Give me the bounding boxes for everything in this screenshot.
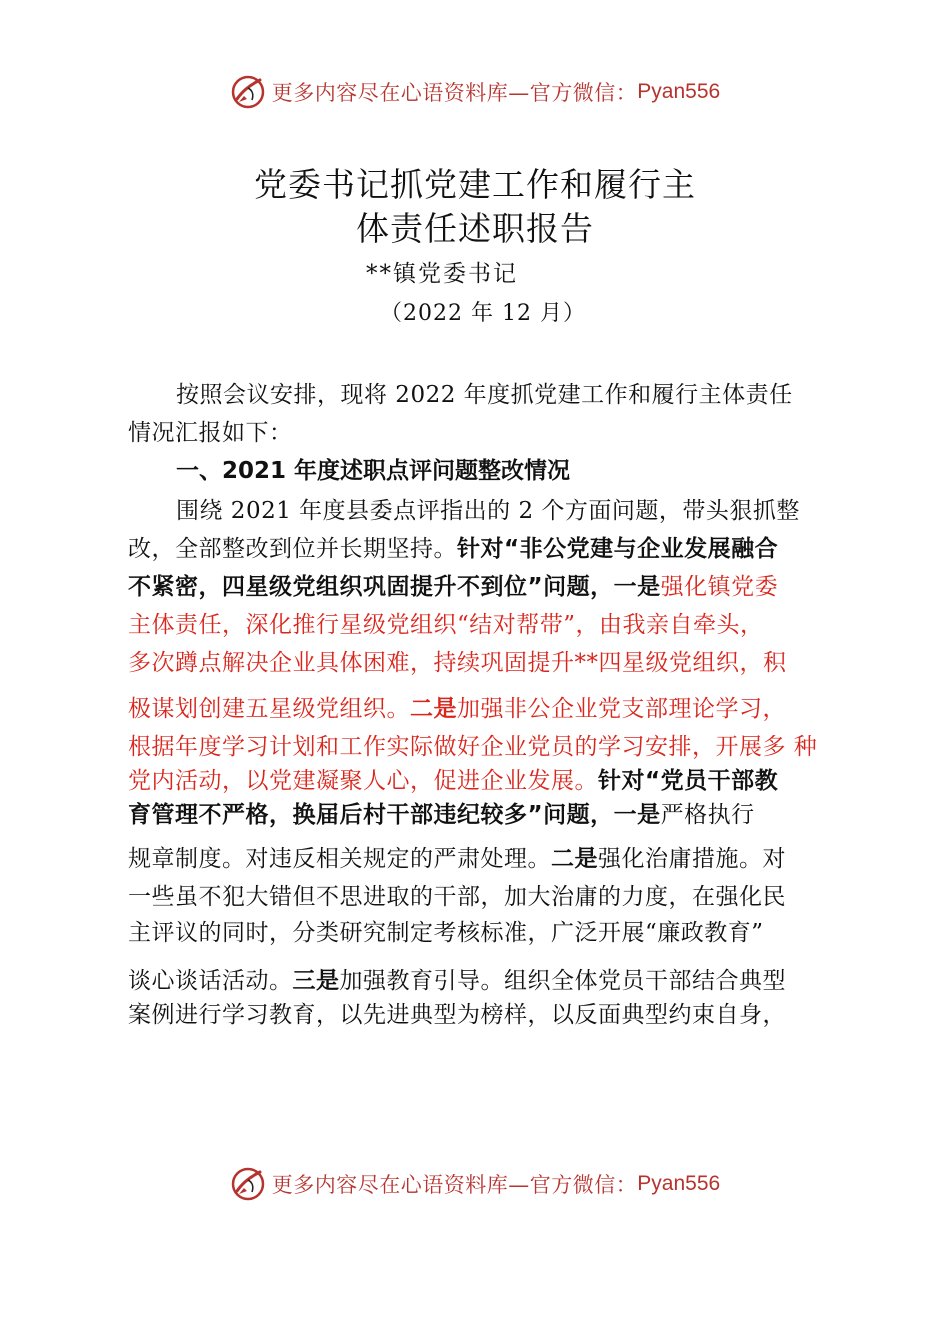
- text-run: 强化治庸措施。对: [598, 846, 786, 872]
- bold-run: 三是: [292, 968, 340, 994]
- document-date: （2022 年 12 月）: [380, 301, 586, 326]
- pen-logo-icon: [230, 1166, 266, 1202]
- text-run: 围绕 2021 年度县委点评指出的 2 个方面问题，带头狠抓整: [176, 498, 800, 524]
- section1-paragraph: [128, 492, 832, 1034]
- banner-wechat-id: Pyan556: [637, 1172, 721, 1195]
- paragraph-line: [128, 962, 832, 996]
- banner-text: 更多内容尽在心语资料库—官方微信：: [271, 1173, 638, 1197]
- text-run: 加强教育引导。组织全体党员干部结合典型: [339, 968, 786, 994]
- bold-run: 育管理不严格，换届后村干部违纪较多”问题，一是: [128, 802, 661, 828]
- text-run: 改，全部整改到位并长期坚持。: [128, 536, 457, 562]
- text-run: 谈心谈话活动。: [128, 968, 293, 994]
- paragraph-line: 案例进行学习教育，以先进典型为榜样，以反面典型约束自身，: [128, 1002, 786, 1028]
- intro-line: 按照会议安排，现将 2022 年度抓党建工作和履行主体责任: [176, 382, 793, 408]
- bold-run: 不紧密，四星级党组织巩固提升不到位”问题，一是: [128, 574, 661, 600]
- paragraph-line: 根据年度学习计划和工作实际做好企业党员的学习安排，开展多 种: [128, 734, 818, 760]
- header-banner: [0, 70, 950, 114]
- paragraph-line: 一些虽不犯大错但不思进取的干部，加大治庸的力度，在强化民: [128, 884, 786, 910]
- text-run: 严格执行: [660, 802, 755, 828]
- intro-line: 情况汇报如下：: [128, 420, 293, 446]
- paragraph-line: [128, 762, 832, 796]
- intro-paragraph: [128, 376, 832, 452]
- paragraph-line: 多次蹲点解决企业具体困难，持续巩固提升**四星级党组织，积: [128, 650, 787, 676]
- document-title-line1: 党委书记抓党建工作和履行主: [254, 165, 696, 204]
- bold-red-run: 二是: [410, 696, 457, 722]
- red-run: 强化镇党委: [660, 574, 779, 600]
- red-run: 极谋划创建五星级党组织。: [128, 696, 410, 722]
- banner-text: 更多内容尽在心语资料库—官方微信：: [271, 81, 638, 105]
- banner-wechat-id: Pyan556: [637, 80, 721, 103]
- text-run: 规章制度。对违反相关规定的严肃处理。: [128, 846, 551, 872]
- paragraph-line: [128, 840, 832, 878]
- bold-run: 针对“党员干部教: [598, 768, 779, 794]
- paragraph-line: [128, 568, 832, 606]
- document-title-line2: 体责任述职报告: [356, 209, 594, 248]
- paragraph-line: [128, 530, 832, 568]
- paragraph-line: [128, 690, 832, 728]
- document-author: **镇党委书记: [366, 261, 518, 287]
- red-run: 加强非公企业党支部理论学习，: [457, 696, 786, 722]
- paragraph-line: 主体责任，深化推行星级党组织“结对帮带”，由我亲自牵头，: [128, 612, 764, 638]
- footer-banner: [0, 1162, 950, 1206]
- bold-run: 二是: [551, 846, 598, 872]
- paragraph-line: 主评议的同时，分类研究制定考核标准，广泛开展“廉政教育”: [128, 920, 764, 946]
- paragraph-line: [128, 796, 832, 840]
- paragraph-line: [128, 492, 832, 530]
- pen-logo-icon: [230, 74, 266, 110]
- section-heading: 一、2021 年度述职点评问题整改情况: [176, 458, 571, 484]
- bold-run: 针对“非公党建与企业发展融合: [457, 536, 779, 562]
- red-run: 党内活动，以党建凝聚人心，促进企业发展。: [128, 768, 598, 794]
